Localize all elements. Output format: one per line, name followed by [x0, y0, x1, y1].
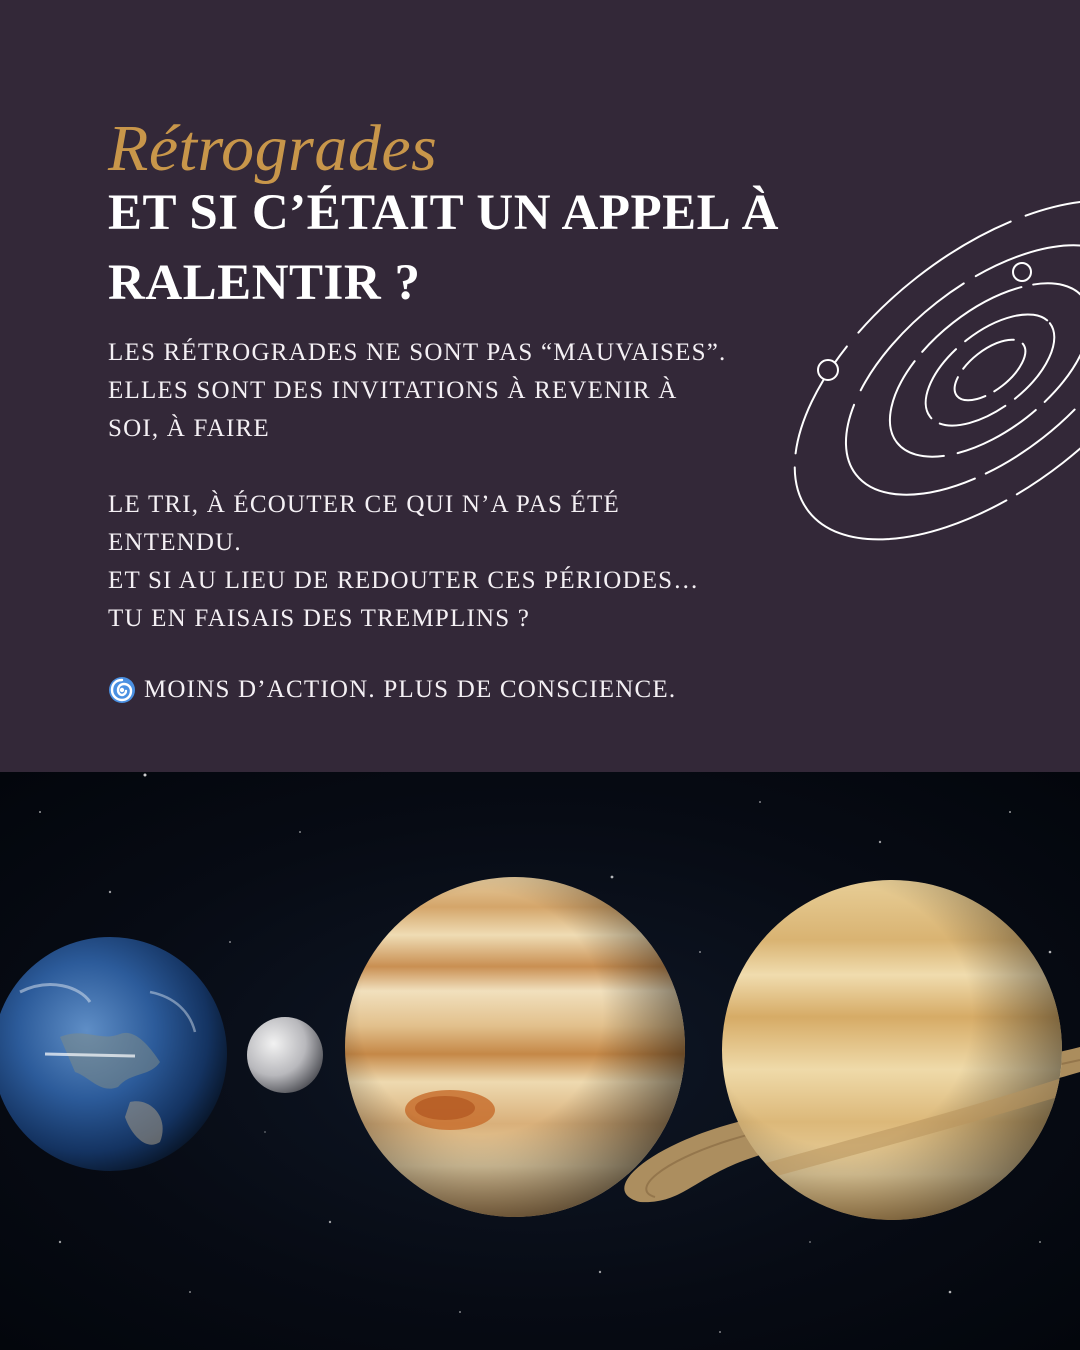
cyclone-swirl-icon [108, 676, 136, 704]
orbit-planet-right [1013, 263, 1031, 281]
planets-illustration [0, 772, 1080, 1350]
body-line-1: LES RÉTROGRADES NE SONT PAS “MAUVAISES”. [108, 339, 727, 366]
paragraph-gap [108, 448, 768, 486]
closing-text: MOINS D’ACTION. PLUS DE CONSCIENCE. [144, 676, 677, 703]
body-line-7: TU EN FAISAIS DES TREMPLINS ? [108, 605, 531, 632]
headline [108, 178, 808, 318]
body-text [108, 334, 768, 638]
orbit-planet-left [818, 360, 838, 380]
body-line-4: LE TRI, À ÉCOUTER CE QUI N’A PAS ÉTÉ [108, 491, 620, 518]
body-line-5: ENTENDU. [108, 529, 242, 556]
headline-line-1: ET SI C’ÉTAIT UN APPEL À [108, 185, 779, 241]
earth [0, 937, 227, 1171]
body-line-2: ELLES SONT DES INVITATIONS À REVENIR À [108, 377, 678, 404]
moon [247, 1017, 323, 1093]
body-line-6: ET SI AU LIEU DE REDOUTER CES PÉRIODES… [108, 567, 700, 594]
planets-image [0, 772, 1080, 1350]
script-title: Rétrogrades [108, 112, 438, 185]
body-line-3: SOI, À FAIRE [108, 415, 270, 442]
closing-line [108, 676, 676, 704]
orbit-rings-icon [760, 170, 1080, 550]
saturn [624, 877, 1080, 1227]
headline-line-2: RALENTIR ? [108, 255, 421, 311]
